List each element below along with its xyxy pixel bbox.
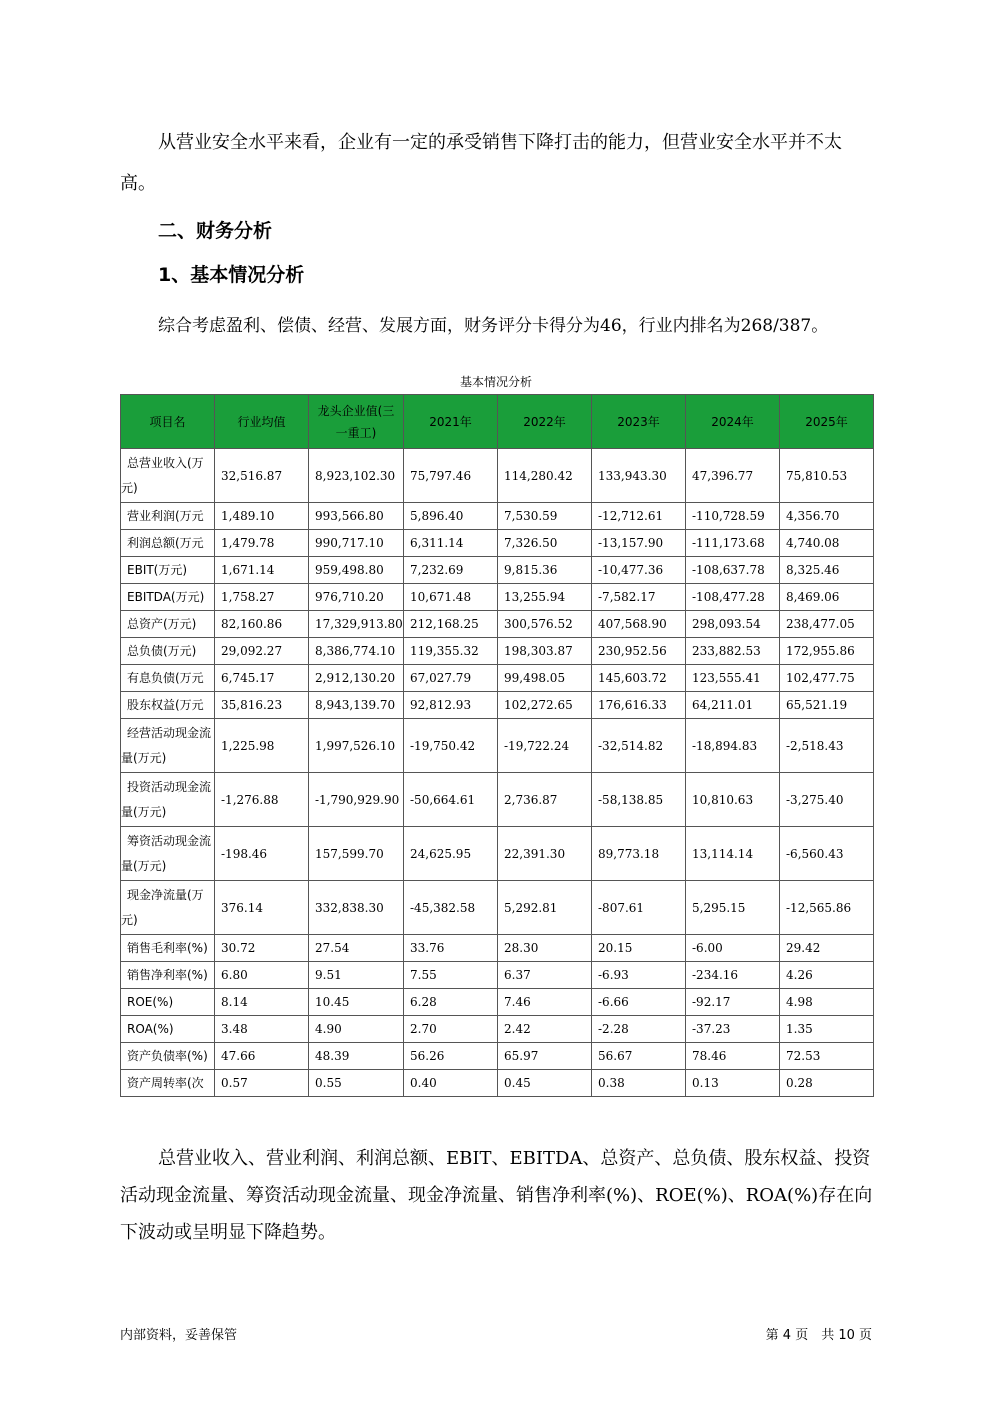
- table-cell: 7.46: [498, 989, 592, 1016]
- table-cell: 20.15: [592, 935, 686, 962]
- table-cell: 99,498.05: [498, 665, 592, 692]
- table-cell: -50,664.61: [404, 773, 498, 827]
- table-cell: 65,521.19: [780, 692, 874, 719]
- table-cell: 8,943,139.70: [309, 692, 404, 719]
- table-cell: -6.66: [592, 989, 686, 1016]
- section-heading: 二、财务分析: [158, 220, 273, 242]
- table-cell: -19,722.24: [498, 719, 592, 773]
- table-row: [121, 530, 874, 557]
- table-cell: 6.80: [215, 962, 309, 989]
- table-cell: 2.42: [498, 1016, 592, 1043]
- table-row: [121, 962, 874, 989]
- table-row: [121, 638, 874, 665]
- table-cell: 24,625.95: [404, 827, 498, 881]
- table-cell: -58,138.85: [592, 773, 686, 827]
- table-cell: 75,810.53: [780, 449, 874, 503]
- table-cell: 27.54: [309, 935, 404, 962]
- table-cell: 5,292.81: [498, 881, 592, 935]
- row-name: ROE(%): [121, 989, 215, 1016]
- table-cell: 2,912,130.20: [309, 665, 404, 692]
- row-name: 股东权益(万元: [121, 692, 215, 719]
- table-row: [121, 503, 874, 530]
- table-cell: 6.37: [498, 962, 592, 989]
- row-name: 现金净流量(万元): [121, 881, 215, 935]
- table-cell: 4.26: [780, 962, 874, 989]
- table-cell: 48.39: [309, 1043, 404, 1070]
- table-cell: 0.40: [404, 1070, 498, 1097]
- table-cell: -37.23: [686, 1016, 780, 1043]
- row-name: 总资产(万元): [121, 611, 215, 638]
- table-row: [121, 665, 874, 692]
- table-cell: 9,815.36: [498, 557, 592, 584]
- table-cell: -45,382.58: [404, 881, 498, 935]
- table-cell: -1,276.88: [215, 773, 309, 827]
- row-name: 总营业收入(万元): [121, 449, 215, 503]
- table-cell: 65.97: [498, 1043, 592, 1070]
- header-2024: 2024年: [686, 395, 780, 449]
- row-name: 利润总额(万元: [121, 530, 215, 557]
- table-cell: 332,838.30: [309, 881, 404, 935]
- table-cell: 1,489.10: [215, 503, 309, 530]
- table-row: [121, 1043, 874, 1070]
- table-row: [121, 584, 874, 611]
- conclusion-paragraph: 总营业收入、营业利润、利润总额、EBIT、EBITDA、总资产、总负债、股东权益、投资活动现金流量、筹资活动现金流量、现金净流量、销售净利率(%)、ROE(%)、ROA(%)存在向下波动或呈明显下降趋势。: [120, 1148, 873, 1243]
- table-cell: 6,745.17: [215, 665, 309, 692]
- table-cell: 407,568.90: [592, 611, 686, 638]
- table-cell: 1,225.98: [215, 719, 309, 773]
- footer-page-number: 第 4 页 共 10 页: [765, 1328, 872, 1343]
- table-cell: -18,894.83: [686, 719, 780, 773]
- table-cell: 6.28: [404, 989, 498, 1016]
- table-row: [121, 719, 874, 773]
- table-cell: 2.70: [404, 1016, 498, 1043]
- table-cell: 7,326.50: [498, 530, 592, 557]
- table-cell: 1,997,526.10: [309, 719, 404, 773]
- table-cell: 33.76: [404, 935, 498, 962]
- table-cell: 67,027.79: [404, 665, 498, 692]
- table-cell: 4.98: [780, 989, 874, 1016]
- table-cell: -92.17: [686, 989, 780, 1016]
- table-cell: 172,955.86: [780, 638, 874, 665]
- table-row: [121, 449, 874, 503]
- row-name: 投资活动现金流量(万元): [121, 773, 215, 827]
- row-name: 有息负债(万元: [121, 665, 215, 692]
- table-cell: 976,710.20: [309, 584, 404, 611]
- table-cell: -13,157.90: [592, 530, 686, 557]
- table-cell: 238,477.05: [780, 611, 874, 638]
- header-2021: 2021年: [404, 395, 498, 449]
- table-cell: 10,671.48: [404, 584, 498, 611]
- table-cell: 8,469.06: [780, 584, 874, 611]
- table-cell: 123,555.41: [686, 665, 780, 692]
- header-2025: 2025年: [780, 395, 874, 449]
- table-cell: 56.26: [404, 1043, 498, 1070]
- table-cell: 10.45: [309, 989, 404, 1016]
- summary-paragraph: 综合考虑盈利、偿债、经营、发展方面，财务评分卡得分为46，行业内排名为268/387。: [158, 316, 829, 336]
- table-cell: 133,943.30: [592, 449, 686, 503]
- table-cell: 56.67: [592, 1043, 686, 1070]
- table-cell: -7,582.17: [592, 584, 686, 611]
- table-cell: 82,160.86: [215, 611, 309, 638]
- table-cell: -3,275.40: [780, 773, 874, 827]
- row-name: ROA(%): [121, 1016, 215, 1043]
- table-cell: -12,712.61: [592, 503, 686, 530]
- row-name: 筹资活动现金流量(万元): [121, 827, 215, 881]
- table-cell: 75,797.46: [404, 449, 498, 503]
- table-cell: 13,114.14: [686, 827, 780, 881]
- table-cell: 9.51: [309, 962, 404, 989]
- table-cell: 1,479.78: [215, 530, 309, 557]
- table-cell: 298,093.54: [686, 611, 780, 638]
- table-cell: 990,717.10: [309, 530, 404, 557]
- table-cell: 17,329,913.80: [309, 611, 404, 638]
- table-cell: -108,477.28: [686, 584, 780, 611]
- header-2022: 2022年: [498, 395, 592, 449]
- table-cell: -111,173.68: [686, 530, 780, 557]
- table-cell: 959,498.80: [309, 557, 404, 584]
- table-row: [121, 773, 874, 827]
- table-cell: 8,325.46: [780, 557, 874, 584]
- table-cell: -2.28: [592, 1016, 686, 1043]
- table-cell: 13,255.94: [498, 584, 592, 611]
- header-leader-value: 龙头企业值(三一重工): [309, 395, 404, 449]
- footer-left: 内部资料，妥善保管: [120, 1328, 238, 1343]
- table-cell: 8.14: [215, 989, 309, 1016]
- table-cell: 64,211.01: [686, 692, 780, 719]
- table-row: [121, 827, 874, 881]
- table-cell: 28.30: [498, 935, 592, 962]
- table-cell: 4,740.08: [780, 530, 874, 557]
- row-name: 营业利润(万元: [121, 503, 215, 530]
- table-row: [121, 692, 874, 719]
- table-cell: -110,728.59: [686, 503, 780, 530]
- row-name: EBIT(万元): [121, 557, 215, 584]
- table-cell: 5,295.15: [686, 881, 780, 935]
- table-cell: 1.35: [780, 1016, 874, 1043]
- table-row: [121, 1016, 874, 1043]
- table-cell: 22,391.30: [498, 827, 592, 881]
- table-cell: -807.61: [592, 881, 686, 935]
- subsection-heading: 1、基本情况分析: [158, 264, 305, 286]
- table-cell: 1,758.27: [215, 584, 309, 611]
- table-cell: 233,882.53: [686, 638, 780, 665]
- table-cell: 376.14: [215, 881, 309, 935]
- row-name: 资产负债率(%): [121, 1043, 215, 1070]
- table-header-row: [121, 395, 874, 449]
- table-cell: -6.00: [686, 935, 780, 962]
- table-cell: -12,565.86: [780, 881, 874, 935]
- table-cell: -32,514.82: [592, 719, 686, 773]
- table-cell: 114,280.42: [498, 449, 592, 503]
- table-cell: 119,355.32: [404, 638, 498, 665]
- table-cell: 4.90: [309, 1016, 404, 1043]
- table-cell: 47,396.77: [686, 449, 780, 503]
- table-cell: 72.53: [780, 1043, 874, 1070]
- table-cell: 7,232.69: [404, 557, 498, 584]
- table-cell: 0.13: [686, 1070, 780, 1097]
- table-cell: 92,812.93: [404, 692, 498, 719]
- table-row: [121, 935, 874, 962]
- table-cell: 300,576.52: [498, 611, 592, 638]
- header-item-name: 项目名: [121, 395, 215, 449]
- table-cell: 7,530.59: [498, 503, 592, 530]
- table-cell: 176,616.33: [592, 692, 686, 719]
- table-cell: 47.66: [215, 1043, 309, 1070]
- header-2023: 2023年: [592, 395, 686, 449]
- row-name: 销售毛利率(%): [121, 935, 215, 962]
- row-name: 销售净利率(%): [121, 962, 215, 989]
- table-cell: 0.28: [780, 1070, 874, 1097]
- table-cell: 0.45: [498, 1070, 592, 1097]
- table-cell: 993,566.80: [309, 503, 404, 530]
- table-cell: -108,637.78: [686, 557, 780, 584]
- table-cell: 10,810.63: [686, 773, 780, 827]
- table-cell: 3.48: [215, 1016, 309, 1043]
- row-name: EBITDA(万元): [121, 584, 215, 611]
- table-cell: 145,603.72: [592, 665, 686, 692]
- table-cell: 0.55: [309, 1070, 404, 1097]
- row-name: 经营活动现金流量(万元): [121, 719, 215, 773]
- table-cell: 0.57: [215, 1070, 309, 1097]
- table-cell: -6,560.43: [780, 827, 874, 881]
- table-cell: 230,952.56: [592, 638, 686, 665]
- table-cell: -2,518.43: [780, 719, 874, 773]
- table-cell: 29.42: [780, 935, 874, 962]
- table-cell: 89,773.18: [592, 827, 686, 881]
- financial-table: [120, 394, 874, 1097]
- table-cell: 2,736.87: [498, 773, 592, 827]
- table-cell: 4,356.70: [780, 503, 874, 530]
- table-cell: 30.72: [215, 935, 309, 962]
- table-cell: 1,671.14: [215, 557, 309, 584]
- table-cell: 6,311.14: [404, 530, 498, 557]
- table-cell: -198.46: [215, 827, 309, 881]
- table-cell: 7.55: [404, 962, 498, 989]
- table-cell: 212,168.25: [404, 611, 498, 638]
- table-cell: 35,816.23: [215, 692, 309, 719]
- table-cell: 32,516.87: [215, 449, 309, 503]
- table-cell: -6.93: [592, 962, 686, 989]
- table-row: [121, 989, 874, 1016]
- table-cell: 102,477.75: [780, 665, 874, 692]
- table-cell: -234.16: [686, 962, 780, 989]
- table-row: [121, 557, 874, 584]
- table-cell: 5,896.40: [404, 503, 498, 530]
- row-name: 总负债(万元): [121, 638, 215, 665]
- row-name: 资产周转率(次: [121, 1070, 215, 1097]
- table-cell: 78.46: [686, 1043, 780, 1070]
- intro-paragraph: 从营业安全水平来看，企业有一定的承受销售下降打击的能力，但营业安全水平并不太高。: [120, 132, 842, 194]
- table-cell: 8,923,102.30: [309, 449, 404, 503]
- table-cell: 102,272.65: [498, 692, 592, 719]
- table-caption: 基本情况分析: [459, 375, 532, 389]
- table-row: [121, 881, 874, 935]
- table-cell: -19,750.42: [404, 719, 498, 773]
- table-cell: -1,790,929.90: [309, 773, 404, 827]
- table-cell: 157,599.70: [309, 827, 404, 881]
- table-row: [121, 611, 874, 638]
- table-row: [121, 1070, 874, 1097]
- table-cell: 8,386,774.10: [309, 638, 404, 665]
- table-cell: -10,477.36: [592, 557, 686, 584]
- table-cell: 198,303.87: [498, 638, 592, 665]
- header-industry-avg: 行业均值: [215, 395, 309, 449]
- table-cell: 0.38: [592, 1070, 686, 1097]
- table-cell: 29,092.27: [215, 638, 309, 665]
